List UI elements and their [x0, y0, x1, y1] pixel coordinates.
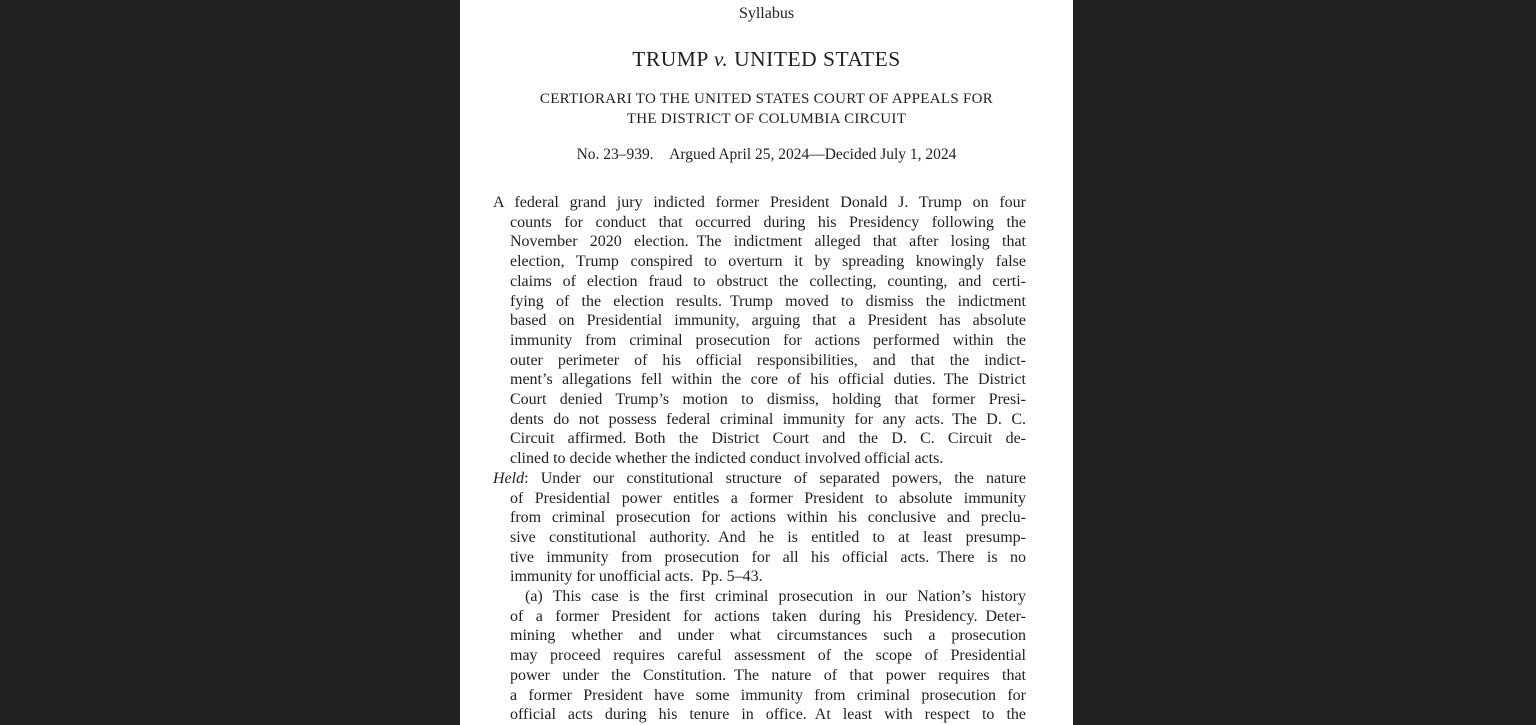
paragraph: [510, 587, 1026, 725]
text-line: November 2020 election. The indictment alleged that after losing that: [510, 233, 1026, 251]
text-line: Court denied Trump’s motion to dismiss, holding that former Presi-: [510, 391, 1026, 409]
docket-line: No. 23–939. Argued April 25, 2024—Decided July 1, 2024: [576, 146, 957, 163]
certiorari-block: [507, 90, 1026, 129]
text-line: immunity from criminal prosecution for actions performed within the: [510, 331, 1026, 349]
text-line: dents do not possess federal criminal immunity for any acts. The D. C.: [510, 410, 1026, 428]
text-line: outer perimeter of his official responsibilities, and that the indict-: [510, 351, 1026, 369]
text-line: fying of the election results. Trump moved to dismiss the indictment: [510, 292, 1026, 310]
document-page: [460, 0, 1073, 725]
text-line: Held: Under our constitutional structure of separated powers, the nature: [493, 469, 1026, 487]
running-head: Syllabus: [738, 5, 795, 22]
text-line: ment’s allegations fell within the core of his official duties. The District: [510, 371, 1026, 389]
text-line: tive immunity from prosecution for all his official acts. There is no: [510, 548, 1026, 566]
certiorari-line-1: CERTIORARI TO THE UNITED STATES COURT OF APPEALS FOR: [539, 91, 994, 107]
text-line: of a former President for actions taken during his Presidency. Deter-: [510, 607, 1026, 625]
document-body: [493, 193, 1026, 725]
text-line: clined to decide whether the indicted conduct involved official acts.: [510, 450, 944, 468]
certiorari-line-2: THE DISTRICT OF COLUMBIA CIRCUIT: [626, 110, 907, 127]
text-line: election, Trump conspired to overturn it by spreading knowingly false: [510, 253, 1026, 271]
text-line: of Presidential power entitles a former President to absolute immunity: [510, 489, 1026, 507]
text-line: based on Presidential immunity, arguing that a President has absolute: [510, 312, 1026, 330]
text-line: Circuit affirmed. Both the District Court and the D. C. Circuit de-: [510, 430, 1026, 448]
text-line: power under the Constitution. The nature of that power requires that: [510, 666, 1026, 684]
paragraph: [493, 193, 1026, 469]
text-line: immunity for unofficial acts. Pp. 5–43.: [510, 568, 763, 586]
text-line: mining whether and under what circumstances such a prosecution: [510, 627, 1026, 645]
text-line: sive constitutional authority. And he is entitled to at least presump-: [510, 528, 1026, 546]
text-line: official acts during his tenure in office. At least with respect to the: [510, 706, 1026, 724]
case-title: TRUMP v. UNITED STATES: [632, 47, 901, 71]
text-line: (a) This case is the first criminal prosecution in our Nation’s history: [525, 588, 1026, 606]
text-line: a former President have some immunity from criminal prosecution for: [510, 686, 1026, 704]
text-line: counts for conduct that occurred during his Presidency following the: [510, 213, 1026, 231]
text-line: A federal grand jury indicted former President Donald J. Trump on four: [493, 194, 1026, 211]
text-line: claims of election fraud to obstruct the collecting, counting, and certi-: [510, 272, 1026, 290]
text-line: may proceed requires careful assessment of the scope of Presidential: [510, 647, 1026, 665]
text-line: from criminal prosecution for actions within his conclusive and preclu-: [510, 509, 1026, 527]
paragraph: [493, 469, 1026, 587]
